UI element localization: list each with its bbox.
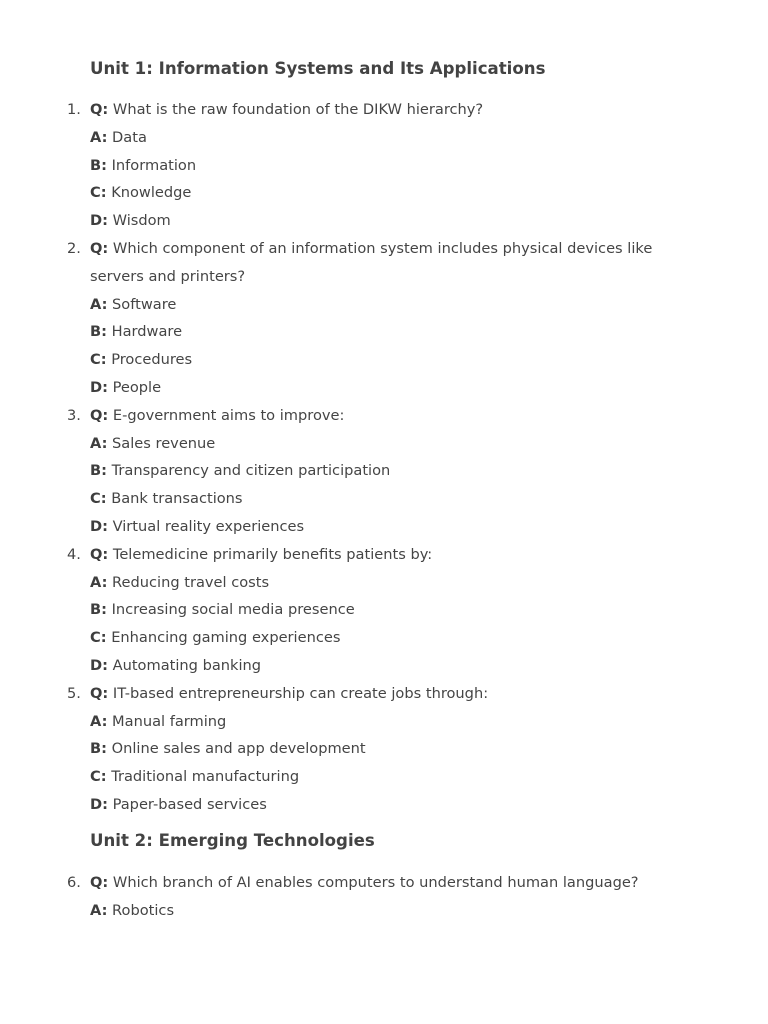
option-text: Procedures xyxy=(111,351,193,369)
answer-option xyxy=(90,318,768,346)
answer-option xyxy=(90,569,768,597)
option-text: Manual farming xyxy=(112,712,227,730)
question-item xyxy=(0,680,768,819)
question-line xyxy=(90,869,768,897)
question-text: What is the raw foundation of the DIKW hierarchy? xyxy=(112,101,484,118)
answer-option xyxy=(90,291,768,319)
option-label: B: xyxy=(90,601,107,619)
option-text: Bank transactions xyxy=(111,490,243,508)
option-label: D: xyxy=(90,378,108,396)
answer-option xyxy=(90,207,768,235)
option-label: D: xyxy=(90,656,108,674)
question-line xyxy=(90,96,768,124)
option-text: Automating banking xyxy=(112,656,262,674)
question-line xyxy=(90,402,768,430)
option-label: C: xyxy=(90,490,107,508)
question-number: 1. xyxy=(67,101,81,118)
option-text: Traditional manufacturing xyxy=(111,768,300,786)
question-item xyxy=(0,96,768,235)
answer-option xyxy=(90,652,768,680)
answer-option xyxy=(90,152,768,180)
option-text: People xyxy=(112,378,162,396)
option-text: Wisdom xyxy=(112,212,171,230)
question-number: 6. xyxy=(67,874,81,891)
option-text: Virtual reality experiences xyxy=(112,517,305,535)
option-text: Software xyxy=(112,295,177,313)
answer-option xyxy=(90,346,768,374)
question-list xyxy=(0,869,768,925)
option-label: D: xyxy=(90,212,108,230)
option-text: Information xyxy=(111,156,197,174)
answer-option xyxy=(90,897,768,925)
answer-option xyxy=(90,763,768,791)
option-text: Knowledge xyxy=(111,184,192,202)
option-label: D: xyxy=(90,795,108,813)
answer-option xyxy=(90,596,768,624)
option-label: B: xyxy=(90,156,107,174)
question-list xyxy=(0,96,768,819)
question-item xyxy=(0,541,768,680)
option-label: A: xyxy=(90,295,108,313)
question-item xyxy=(0,402,768,541)
question-text: IT-based entrepreneurship can create jobs through: xyxy=(112,684,489,702)
answer-option xyxy=(90,513,768,541)
option-label: C: xyxy=(90,629,107,647)
question-label: Q: xyxy=(90,684,109,702)
option-text: Robotics xyxy=(112,901,175,919)
question-text: Which component of an information system includes physical devices like servers and printers? xyxy=(90,239,653,285)
answer-option xyxy=(90,735,768,763)
option-label: A: xyxy=(90,712,108,730)
option-label: C: xyxy=(90,768,107,786)
option-text: Enhancing gaming experiences xyxy=(111,629,341,647)
answer-option xyxy=(90,457,768,485)
answer-option xyxy=(90,124,768,152)
question-line xyxy=(90,680,768,708)
option-text: Increasing social media presence xyxy=(111,601,355,619)
option-text: Data xyxy=(112,128,147,146)
question-label: Q: xyxy=(90,545,109,563)
option-label: B: xyxy=(90,740,107,758)
question-number: 2. xyxy=(67,239,81,257)
option-text: Sales revenue xyxy=(112,434,216,452)
question-line xyxy=(90,541,768,569)
option-text: Hardware xyxy=(111,323,183,341)
answer-option xyxy=(90,624,768,652)
option-text: Transparency and citizen participation xyxy=(111,462,391,480)
option-label: B: xyxy=(90,323,107,341)
option-label: C: xyxy=(90,184,107,202)
option-text: Reducing travel costs xyxy=(112,573,270,591)
question-number: 5. xyxy=(67,684,81,702)
question-label: Q: xyxy=(90,239,109,257)
question-label: Q: xyxy=(90,874,109,891)
answer-option xyxy=(90,485,768,513)
question-label: Q: xyxy=(90,101,109,118)
option-label: A: xyxy=(90,434,108,452)
question-number: 3. xyxy=(67,406,81,424)
option-text: Paper-based services xyxy=(112,795,267,813)
option-text: Online sales and app development xyxy=(111,740,366,758)
option-label: A: xyxy=(90,573,108,591)
question-item xyxy=(0,235,768,402)
answer-option xyxy=(90,791,768,819)
question-item xyxy=(0,869,768,925)
unit-heading: Unit 2: Emerging Technologies xyxy=(90,831,375,850)
option-label: C: xyxy=(90,351,107,369)
question-label: Q: xyxy=(90,406,109,424)
question-number: 4. xyxy=(67,545,81,563)
question-text: Which branch of AI enables computers to understand human language? xyxy=(112,874,639,891)
option-label: A: xyxy=(90,128,108,146)
unit-heading: Unit 1: Information Systems and Its Applications xyxy=(90,59,546,78)
option-label: D: xyxy=(90,517,108,535)
question-text: E-government aims to improve: xyxy=(112,406,345,424)
answer-option xyxy=(90,374,768,402)
option-label: B: xyxy=(90,462,107,480)
answer-option xyxy=(90,430,768,458)
answer-option xyxy=(90,708,768,736)
question-line xyxy=(90,235,680,291)
question-text: Telemedicine primarily benefits patients by: xyxy=(112,545,433,563)
option-label: A: xyxy=(90,901,108,919)
answer-option xyxy=(90,179,768,207)
